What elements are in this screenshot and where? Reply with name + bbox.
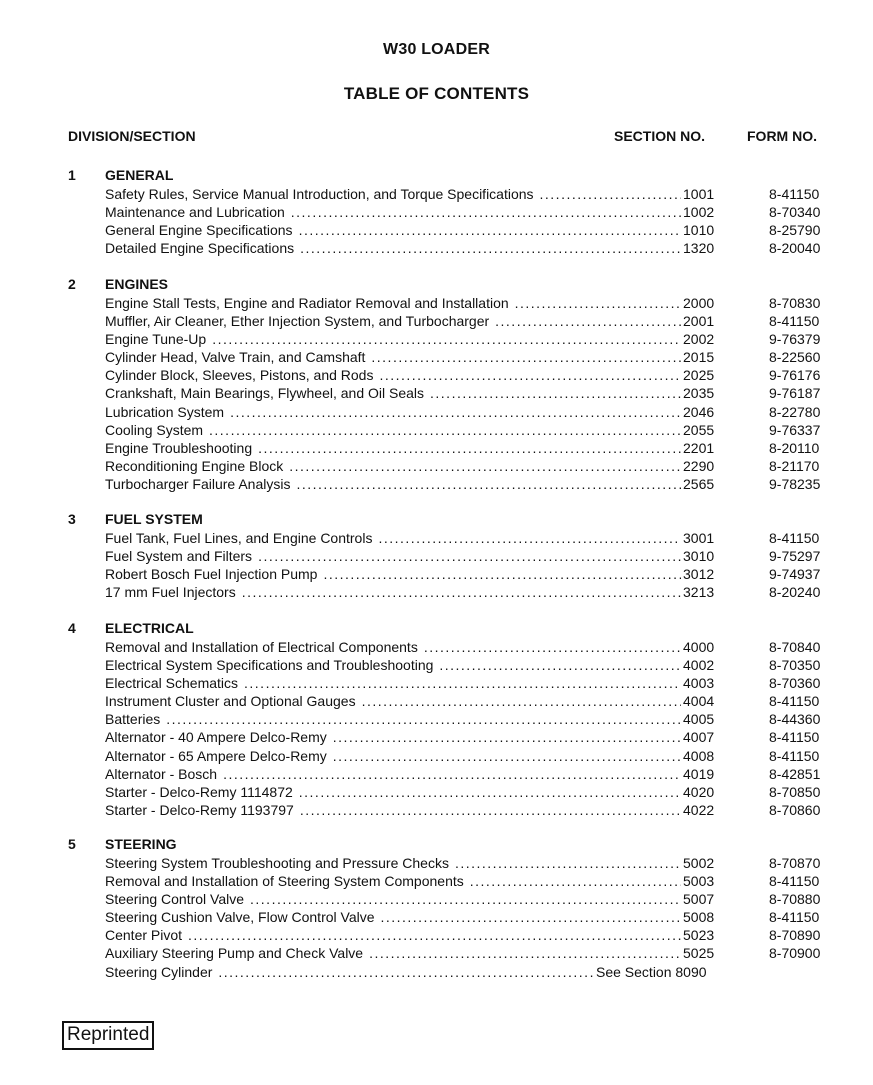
entry-section-number: 4005 [683, 711, 715, 728]
entry-title: Lubrication System [105, 403, 225, 420]
dot-leader [209, 421, 681, 439]
entry-title-with-leader [105, 656, 681, 674]
entry-form-number: 8-70860 [769, 801, 821, 818]
entry-title-with-leader [105, 747, 681, 765]
entry-title: Muffler, Air Cleaner, Ether Injection System, and Turbocharger [105, 313, 490, 330]
dot-leader [299, 221, 681, 239]
entry-title: Instrument Cluster and Optional Gauges [105, 693, 356, 710]
entry-title-with-leader [105, 529, 681, 547]
entry-list [0, 185, 873, 257]
entry-section-number: 5025 [683, 945, 715, 962]
entry-form-number: 9-74937 [769, 566, 821, 583]
entry-form-number: 8-21170 [769, 457, 820, 474]
entry-section-number: 4004 [683, 693, 715, 710]
toc-entry [0, 239, 873, 257]
toc-entry [0, 312, 873, 330]
dot-leader [299, 783, 681, 801]
dot-leader [323, 565, 681, 583]
entry-title: Cylinder Block, Sleeves, Pistons, and Rods [105, 367, 374, 384]
entry-form-number: 8-70340 [769, 204, 821, 221]
entry-title: Fuel Tank, Fuel Lines, and Engine Controls [105, 530, 373, 546]
dot-leader [439, 656, 681, 674]
toc-entry [0, 384, 873, 402]
entry-title: Engine Tune-Up [105, 331, 207, 348]
entry-section-number: 2025 [683, 367, 715, 384]
entry-title-with-leader [105, 221, 681, 239]
dot-leader [381, 908, 682, 926]
entry-title-with-leader [105, 854, 681, 872]
entry-section-number: 5003 [683, 873, 715, 890]
entry-title: Electrical Schematics [105, 675, 239, 692]
entry-form-number: 8-25790 [769, 222, 821, 239]
dot-leader [379, 366, 681, 384]
entry-title: Steering Cushion Valve, Flow Control Valve [105, 909, 375, 926]
entry-title-with-leader [105, 890, 681, 908]
toc-entry [0, 674, 873, 692]
entry-form-number: 8-41150 [769, 729, 820, 746]
entry-title-with-leader [105, 565, 681, 583]
toc-entry [0, 890, 873, 908]
entry-section-number: 2000 [683, 295, 715, 311]
entry-section-number: 5008 [683, 909, 715, 926]
entry-section-number: See Section 8090 [596, 963, 707, 980]
dot-leader [369, 944, 681, 962]
entry-title-with-leader [105, 963, 593, 981]
toc-entry [0, 944, 873, 962]
toc-entry [0, 728, 873, 746]
entry-form-number: 8-70850 [769, 783, 821, 800]
entry-form-number: 8-44360 [769, 711, 821, 728]
entry-form-number: 8-41150 [769, 909, 820, 926]
entry-form-number: 9-76379 [769, 331, 821, 348]
entry-title: Removal and Installation of Electrical Components [105, 639, 418, 655]
entry-title: General Engine Specifications [105, 222, 293, 239]
entry-form-number: 8-70890 [769, 927, 821, 944]
entry-title-with-leader [105, 239, 681, 257]
entry-section-number: 2046 [683, 403, 715, 420]
toc-entry [0, 854, 873, 872]
entry-form-number: 8-22560 [769, 349, 821, 366]
entry-form-number: 8-42851 [769, 765, 821, 782]
entry-title-with-leader [105, 294, 681, 312]
entry-title: Starter - Delco-Remy 1114872 [105, 783, 293, 800]
division-number: 1 [68, 167, 76, 183]
dot-leader [289, 457, 681, 475]
entry-title: Cylinder Head, Valve Train, and Camshaft [105, 349, 366, 366]
reprinted-stamp: Reprinted [62, 1021, 154, 1050]
entry-section-number: 4002 [683, 657, 715, 674]
entry-form-number: 8-70360 [769, 675, 821, 692]
dot-leader [424, 638, 681, 656]
entry-title: 17 mm Fuel Injectors [105, 584, 236, 601]
entry-section-number: 5002 [683, 855, 715, 871]
entry-title-with-leader [105, 674, 681, 692]
entry-section-number: 4020 [683, 783, 715, 800]
entry-section-number: 4022 [683, 801, 715, 818]
entry-section-number: 1010 [683, 222, 715, 239]
entry-title-with-leader [105, 872, 681, 890]
entry-title: Starter - Delco-Remy 1193797 [105, 801, 294, 818]
entry-title: Alternator - 40 Ampere Delco-Remy [105, 729, 327, 746]
entry-form-number: 8-70840 [769, 639, 821, 655]
entry-form-number: 8-41150 [769, 693, 820, 710]
entry-title: Engine Troubleshooting [105, 439, 253, 456]
division-number: 5 [68, 836, 76, 852]
toc-entry [0, 348, 873, 366]
dot-leader [470, 872, 681, 890]
entry-title: Batteries [105, 711, 161, 728]
entry-form-number: 9-76176 [769, 367, 821, 384]
toc-entry [0, 963, 873, 981]
toc-entry [0, 565, 873, 583]
entry-form-number: 9-76337 [769, 421, 821, 438]
entry-title-with-leader [105, 710, 681, 728]
entry-list [0, 638, 873, 819]
entry-list [0, 854, 873, 981]
entry-title: Steering Control Valve [105, 891, 245, 908]
division-name: FUEL SYSTEM [105, 511, 203, 527]
toc-entry [0, 203, 873, 221]
entry-form-number: 8-22780 [769, 403, 821, 420]
dot-leader [212, 330, 681, 348]
dot-leader [258, 547, 681, 565]
toc-entry [0, 403, 873, 421]
entry-section-number: 2002 [683, 331, 715, 348]
document-title: W30 LOADER [383, 41, 490, 58]
entry-section-number: 2565 [683, 475, 715, 492]
toc-entry [0, 330, 873, 348]
toc-entry [0, 638, 873, 656]
dot-leader [430, 384, 681, 402]
dot-leader [223, 765, 681, 783]
entry-form-number: 8-41150 [769, 747, 820, 764]
entry-title: Engine Stall Tests, Engine and Radiator Removal and Installation [105, 295, 509, 311]
dot-leader [300, 801, 681, 819]
division-number: 3 [68, 511, 76, 527]
entry-title-with-leader [105, 185, 681, 203]
entry-section-number: 1001 [683, 186, 715, 202]
toc-entry [0, 872, 873, 890]
toc-entry [0, 529, 873, 547]
entry-section-number: 2290 [683, 457, 715, 474]
dot-leader [291, 203, 681, 221]
entry-title: Alternator - Bosch [105, 765, 218, 782]
entry-form-number: 8-20040 [769, 240, 821, 257]
toc-entry [0, 692, 873, 710]
division-number: 4 [68, 620, 76, 636]
entry-title: Fuel System and Filters [105, 548, 253, 565]
dot-leader [495, 312, 681, 330]
entry-title-with-leader [105, 457, 681, 475]
toc-entry [0, 747, 873, 765]
toc-entry [0, 765, 873, 783]
entry-title: Robert Bosch Fuel Injection Pump [105, 566, 318, 583]
entry-form-number: 9-76187 [769, 385, 821, 402]
entry-title-with-leader [105, 330, 681, 348]
dot-leader [378, 529, 681, 547]
entry-section-number: 2015 [683, 349, 715, 366]
dot-leader [333, 747, 681, 765]
entry-section-number: 4007 [683, 729, 715, 746]
column-header-division: DIVISION/SECTION [68, 128, 196, 144]
entry-form-number: 8-70830 [769, 295, 821, 311]
entry-form-number: 8-20240 [769, 584, 821, 601]
entry-title-with-leader [105, 801, 681, 819]
division-name: ENGINES [105, 276, 169, 292]
entry-section-number: 2001 [683, 313, 715, 330]
entry-title-with-leader [105, 203, 681, 221]
entry-section-number: 3001 [683, 530, 715, 546]
entry-form-number: 8-41150 [769, 530, 820, 546]
dot-leader [166, 710, 681, 728]
column-header-section-no: SECTION NO. [614, 128, 706, 144]
entry-section-number: 2055 [683, 421, 715, 438]
entry-title-with-leader [105, 348, 681, 366]
entry-form-number: 8-41150 [769, 313, 820, 330]
entry-list [0, 529, 873, 601]
toc-entry [0, 221, 873, 239]
toc-entry [0, 583, 873, 601]
toc-entry [0, 926, 873, 944]
toc-entry [0, 908, 873, 926]
entry-section-number: 4019 [683, 765, 715, 782]
toc-entry [0, 656, 873, 674]
entry-title: Cooling System [105, 421, 204, 438]
entry-title: Crankshaft, Main Bearings, Flywheel, and Oil Seals [105, 385, 425, 402]
entry-title: Steering Cylinder [105, 963, 213, 980]
entry-title-with-leader [105, 312, 681, 330]
entry-section-number: 4008 [683, 747, 715, 764]
entry-section-number: 3012 [683, 566, 715, 583]
entry-title: Electrical System Specifications and Troubleshooting [105, 657, 434, 674]
entry-section-number: 2201 [683, 439, 715, 456]
toc-entry [0, 185, 873, 203]
entry-section-number: 5007 [683, 891, 715, 908]
entry-title: Detailed Engine Specifications [105, 240, 295, 257]
entry-title-with-leader [105, 908, 681, 926]
entry-title-with-leader [105, 475, 681, 493]
toc-entry [0, 783, 873, 801]
toc-entry [0, 294, 873, 312]
toc-entry [0, 421, 873, 439]
entry-form-number: 8-70870 [769, 855, 821, 871]
entry-section-number: 4000 [683, 639, 715, 655]
toc-entry [0, 475, 873, 493]
entry-form-number: 8-20110 [769, 439, 820, 456]
dot-leader [300, 239, 681, 257]
toc-entry [0, 439, 873, 457]
entry-title: Maintenance and Lubrication [105, 204, 285, 221]
division-number: 2 [68, 276, 76, 292]
dot-leader [296, 475, 681, 493]
toc-title: TABLE OF CONTENTS [343, 84, 530, 103]
dot-leader [371, 348, 681, 366]
dot-leader [244, 674, 681, 692]
division-name: STEERING [105, 836, 177, 852]
dot-leader [333, 728, 681, 746]
entry-form-number: 8-41150 [769, 873, 820, 890]
entry-title-with-leader [105, 403, 681, 421]
division-name: GENERAL [105, 167, 174, 183]
entry-section-number: 3010 [683, 548, 715, 565]
entry-title: Removal and Installation of Steering System Components [105, 873, 464, 890]
dot-leader [188, 926, 681, 944]
entry-title: Safety Rules, Service Manual Introduction, and Torque Specifications [105, 186, 534, 202]
dot-leader [230, 403, 681, 421]
dot-leader [218, 963, 593, 981]
entry-title-with-leader [105, 384, 681, 402]
entry-title: Center Pivot [105, 927, 183, 944]
entry-title-with-leader [105, 547, 681, 565]
entry-title-with-leader [105, 783, 681, 801]
entry-form-number: 8-41150 [769, 186, 820, 202]
entry-title-with-leader [105, 366, 681, 384]
entry-title-with-leader [105, 926, 681, 944]
toc-entry [0, 457, 873, 475]
entry-section-number: 5023 [683, 927, 715, 944]
entry-section-number: 4003 [683, 675, 715, 692]
entry-form-number: 8-70350 [769, 657, 821, 674]
entry-title-with-leader [105, 421, 681, 439]
dot-leader [540, 185, 681, 203]
toc-entry [0, 547, 873, 565]
dot-leader [258, 439, 681, 457]
toc-entry [0, 710, 873, 728]
dot-leader [455, 854, 681, 872]
toc-entry [0, 366, 873, 384]
entry-form-number: 9-78235 [769, 475, 821, 492]
entry-title-with-leader [105, 583, 681, 601]
entry-form-number: 8-70880 [769, 891, 821, 908]
entry-title: Reconditioning Engine Block [105, 457, 284, 474]
dot-leader [242, 583, 681, 601]
entry-title-with-leader [105, 944, 681, 962]
entry-form-number: 9-75297 [769, 548, 821, 565]
entry-title-with-leader [105, 638, 681, 656]
entry-title-with-leader [105, 728, 681, 746]
entry-section-number: 1002 [683, 204, 715, 221]
column-header-form-no: FORM NO. [747, 128, 817, 144]
entry-form-number: 8-70900 [769, 945, 821, 962]
dot-leader [515, 294, 681, 312]
toc-entry [0, 801, 873, 819]
entry-title: Auxiliary Steering Pump and Check Valve [105, 945, 364, 962]
entry-section-number: 2035 [683, 385, 715, 402]
dot-leader [362, 692, 681, 710]
entry-section-number: 1320 [683, 240, 715, 257]
entry-list [0, 294, 873, 493]
entry-title-with-leader [105, 439, 681, 457]
entry-title-with-leader [105, 692, 681, 710]
entry-title-with-leader [105, 765, 681, 783]
dot-leader [250, 890, 681, 908]
entry-section-number: 3213 [683, 584, 715, 601]
entry-title: Turbocharger Failure Analysis [105, 475, 291, 492]
division-name: ELECTRICAL [105, 620, 194, 636]
entry-title: Alternator - 65 Ampere Delco-Remy [105, 747, 327, 764]
entry-title: Steering System Troubleshooting and Pressure Checks [105, 855, 449, 871]
